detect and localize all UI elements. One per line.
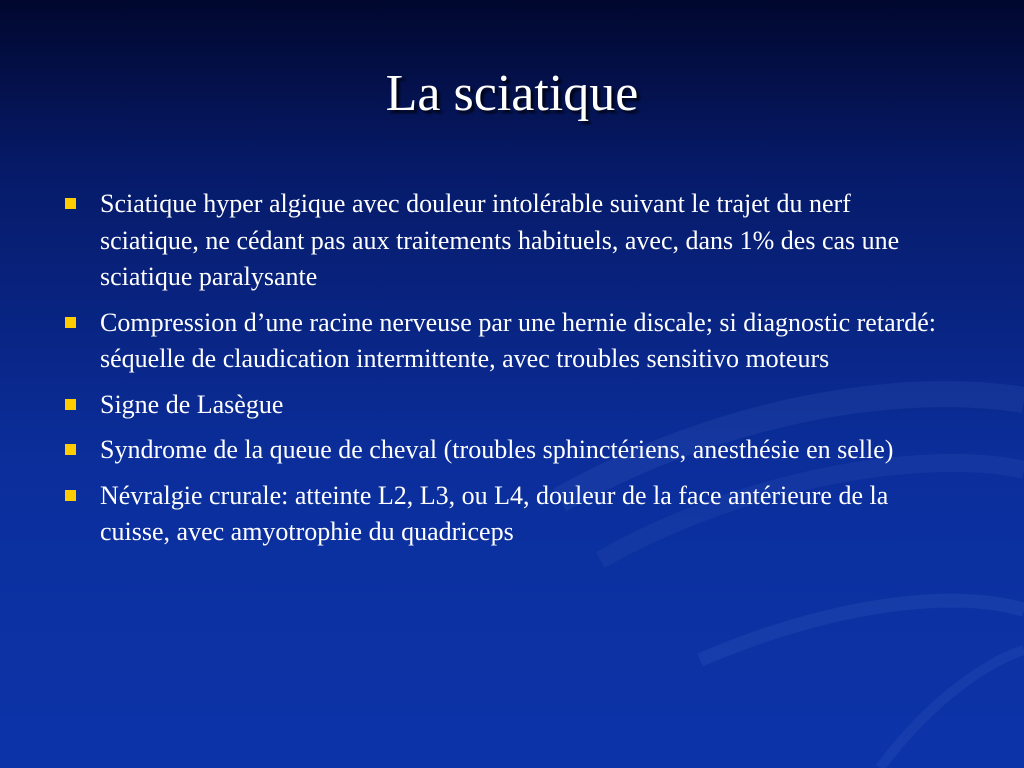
bullet-text: Signe de Lasègue xyxy=(100,389,284,419)
square-bullet-icon xyxy=(65,198,76,209)
square-bullet-icon xyxy=(65,317,76,328)
bullet-list xyxy=(62,186,952,560)
bullet-text: Sciatique hyper algique avec douleur intolérable suivant le trajet du nerf sciatique, ne cédant pas aux traitements habituels, avec, dans 1% des cas une sciatique paralysante xyxy=(100,189,900,291)
bullet-item xyxy=(62,186,952,296)
slide-title: La sciatique xyxy=(385,65,639,122)
bullet-item xyxy=(62,478,952,551)
square-bullet-icon xyxy=(65,490,76,501)
bullet-item xyxy=(62,305,952,378)
bullet-item xyxy=(62,387,952,424)
bullet-text: Compression d’une racine nerveuse par une hernie discale; si diagnostic retardé: séquelle de claudication intermittente, avec troubles sensitivo moteurs xyxy=(100,307,937,373)
square-bullet-icon xyxy=(65,444,76,455)
square-bullet-icon xyxy=(65,399,76,410)
bullet-text: Syndrome de la queue de cheval (troubles sphinctériens, anesthésie en selle) xyxy=(100,435,894,464)
bullet-item xyxy=(62,432,952,469)
bullet-text: Névralgie crurale: atteinte L2, L3, ou L4, douleur de la face antérieure de la cuisse, avec amyotrophie du quadriceps xyxy=(100,480,889,546)
